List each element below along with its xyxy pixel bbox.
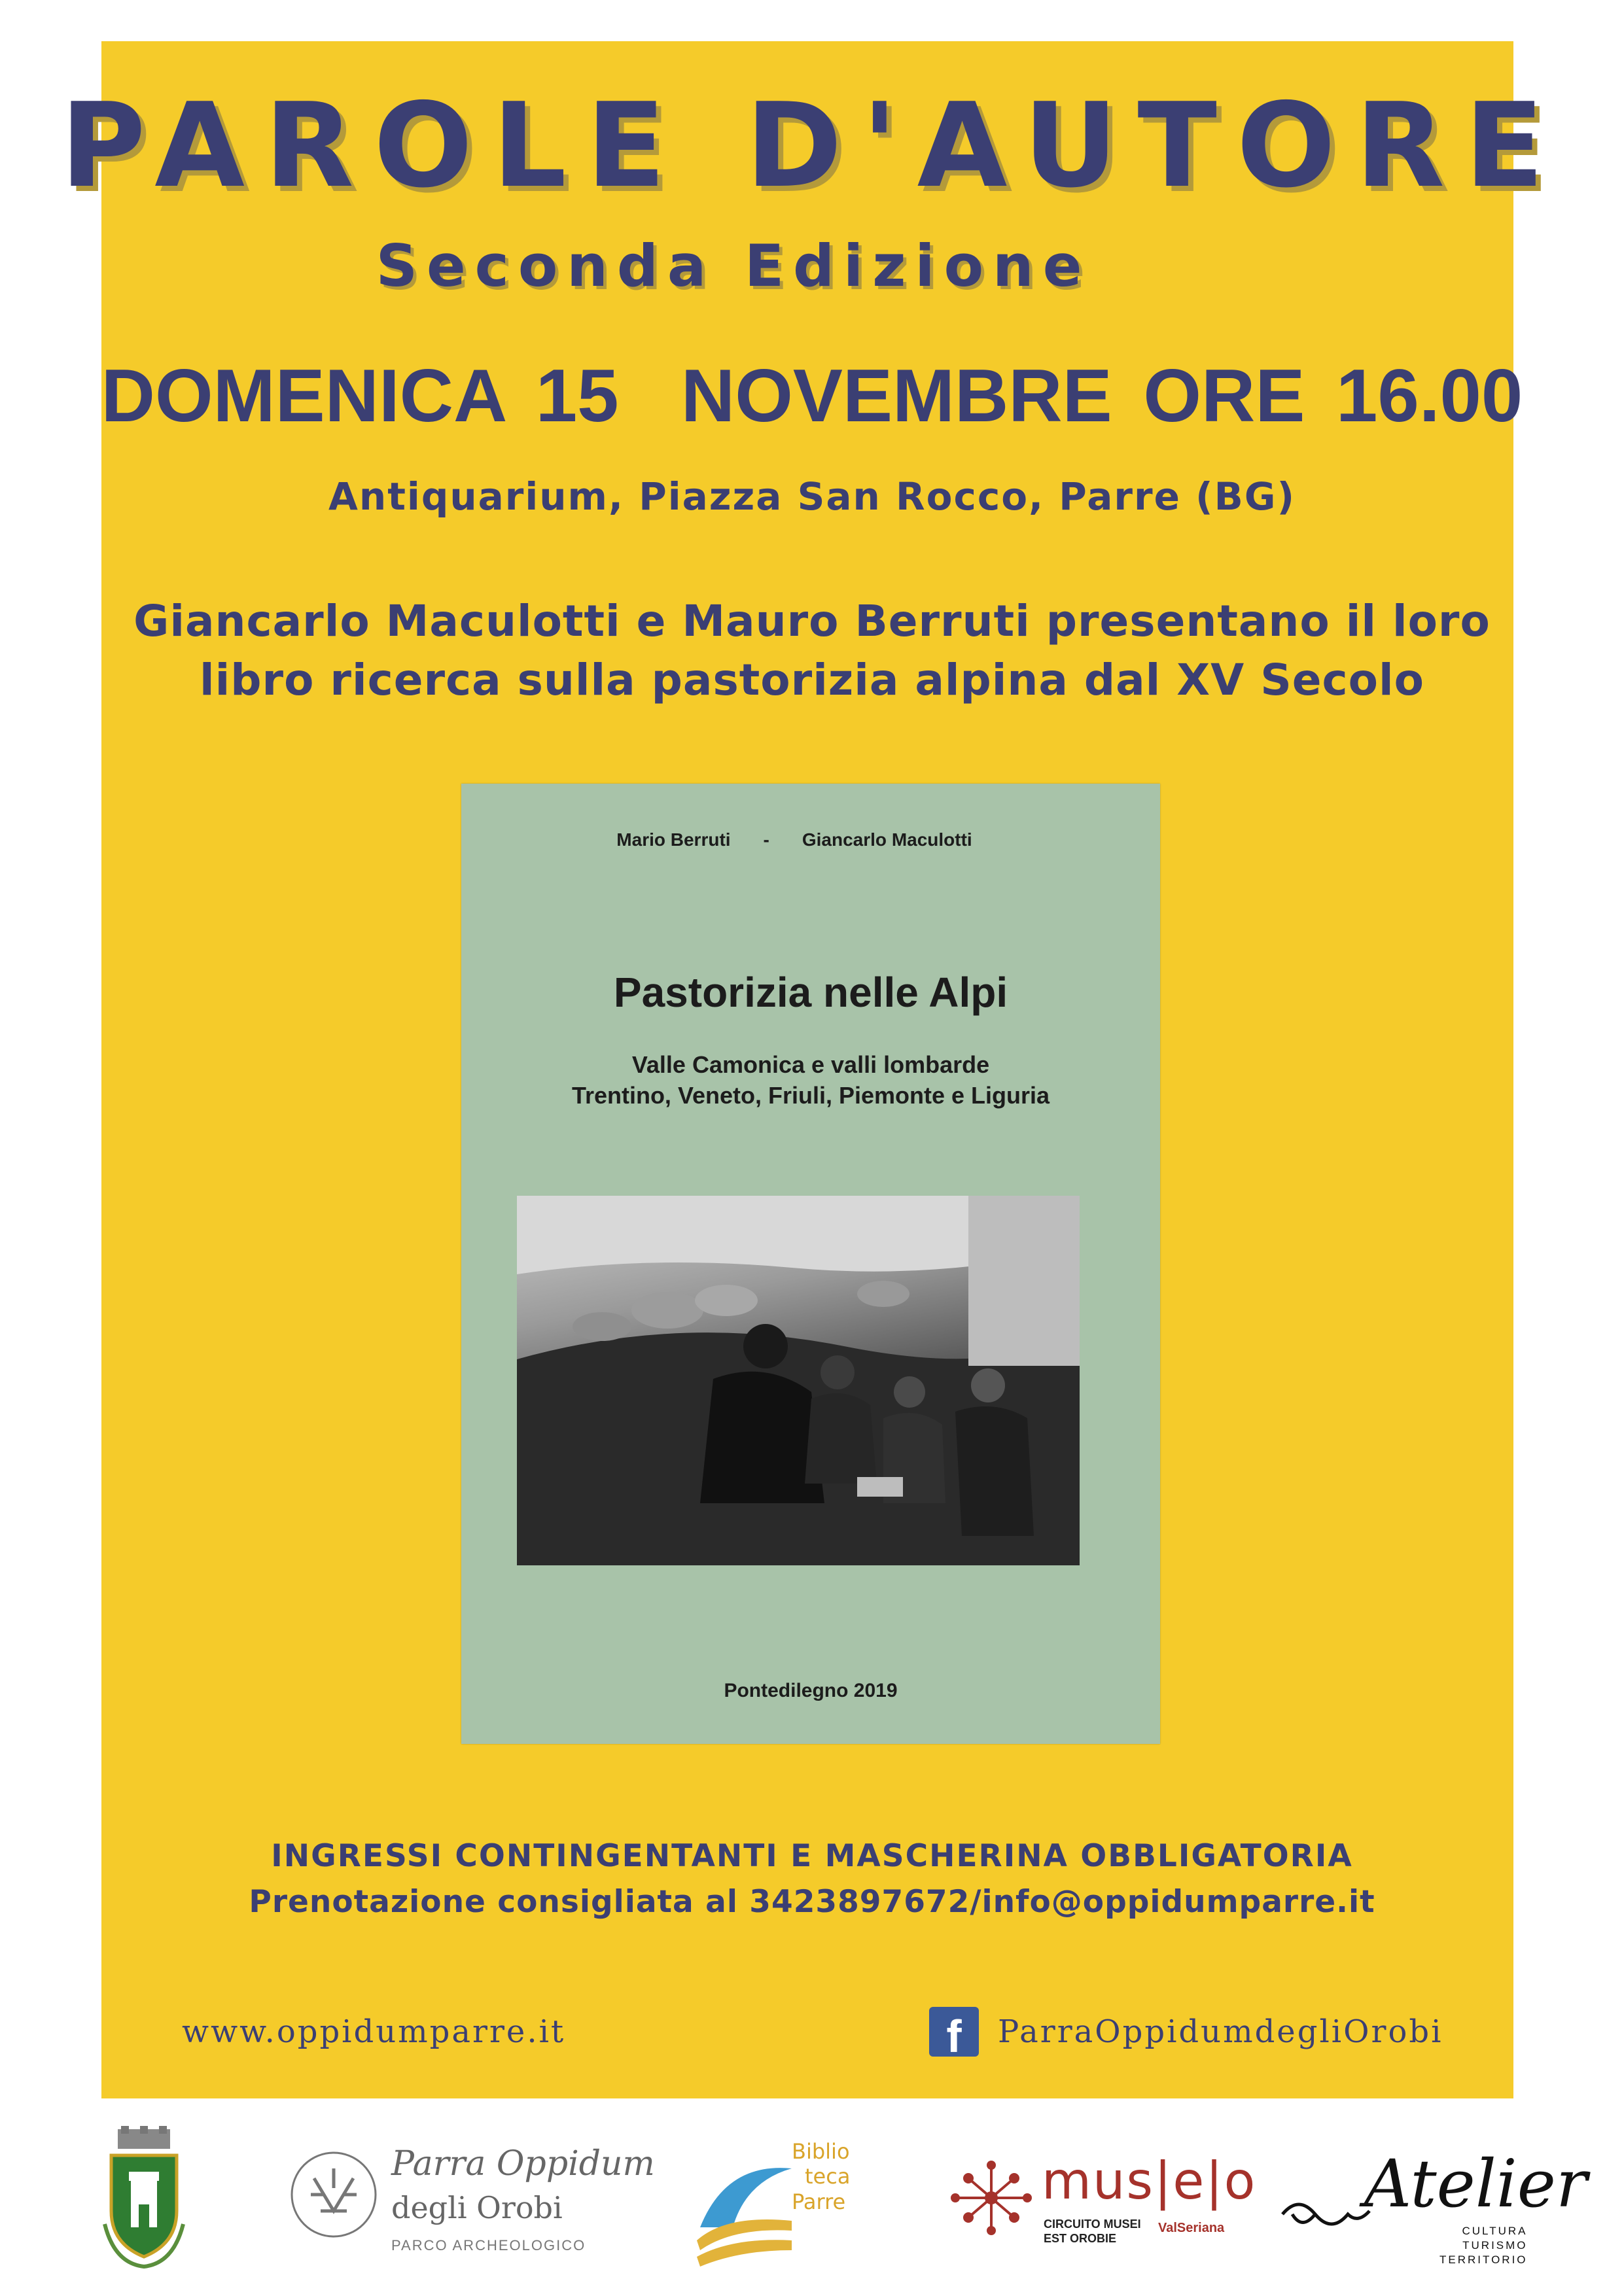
parra-oppidum-logo [288, 2149, 380, 2243]
sponsor-logos [0, 2119, 1624, 2283]
parre-coat-of-arms [101, 2126, 186, 2272]
museo-small-line-1: CIRCUITO MUSEI [1044, 2218, 1141, 2231]
atelier-swirl [1279, 2191, 1371, 2240]
coat-of-arms-icon [101, 2126, 186, 2270]
website-link[interactable]: www.oppidumparre.it [182, 2013, 566, 2050]
atelier-small-line-2: TURISMO [1462, 2239, 1528, 2252]
book-subtitle-line-1: Valle Camonica e valli lombarde [631, 1051, 990, 1078]
parra-oppidum-name: Parra Oppidum [391, 2144, 655, 2183]
museo-circuit [1044, 2218, 1141, 2246]
shepherds-photo [517, 1196, 1080, 1565]
biblioteca-logo [694, 2142, 798, 2276]
parra-oppidum-emblem-icon [288, 2149, 380, 2240]
facebook-handle[interactable]: ParraOppidumdegliOrobi [998, 2013, 1443, 2050]
facebook-icon[interactable]: f [929, 2007, 979, 2057]
book-author-separator: - [763, 829, 769, 850]
atelier-word: Atelier [1364, 2146, 1587, 2222]
event-venue: Antiquarium, Piazza San Rocco, Parre (BG) [328, 474, 1296, 519]
entry-notice: INGRESSI CONTINGENTANTI E MASCHERINA OBBLIGATORIA [271, 1838, 1353, 1874]
book-authors [461, 829, 1160, 850]
biblioteca-line-3: Parre [792, 2189, 846, 2214]
biblioteca-wave-icon [694, 2142, 798, 2273]
parra-oppidum-small: PARCO ARCHEOLOGICO [391, 2237, 586, 2253]
museo-dots-icon [949, 2152, 1034, 2244]
atelier-tagline [1439, 2224, 1528, 2267]
booking-info: Prenotazione consigliata al 3423897672/info@oppidumparre.it [249, 1884, 1375, 1920]
book-cover-photo [517, 1196, 1080, 1565]
museo-small-line-2: EST OROBIE [1044, 2231, 1117, 2245]
book-subtitle-line-2: Trentino, Veneto, Friuli, Piemonte e Liguria [571, 1081, 1050, 1109]
museo-emblem [949, 2152, 1034, 2246]
valseriana-tag: ValSeriana [1158, 2221, 1225, 2235]
book-author-1: Mario Berruti [616, 829, 731, 850]
poster-title: PAROLE D'AUTORE [60, 78, 1564, 213]
museo-word: mus|e|o [1042, 2152, 1257, 2211]
atelier-small-line-3: TERRITORIO [1439, 2253, 1528, 2267]
book-author-2: Giancarlo Maculotti [802, 829, 972, 850]
book-cover [461, 784, 1160, 1744]
atelier-swirl-icon [1279, 2191, 1371, 2237]
event-date-time: DOMENICA 15 NOVEMBRE ORE 16.00 [101, 355, 1523, 438]
biblioteca-text [792, 2139, 850, 2214]
event-description [0, 592, 1624, 710]
book-footer: Pontedilegno 2019 [724, 1680, 898, 1701]
book-subtitle [461, 1050, 1160, 1111]
poster-subtitle: Seconda Edizione [376, 232, 1091, 300]
book-title: Pastorizia nelle Alpi [613, 969, 1008, 1016]
description-line-1: Giancarlo Maculotti e Mauro Berruti presentano il loro [133, 596, 1491, 646]
parra-oppidum-subtitle: degli Orobi [391, 2190, 563, 2225]
atelier-small-line-1: CULTURA [1462, 2225, 1528, 2237]
description-line-2: libro ricerca sulla pastorizia alpina dal XV Secolo [200, 655, 1424, 706]
biblioteca-line-2: teca [805, 2164, 851, 2189]
biblioteca-line-1: Biblio [792, 2139, 850, 2164]
